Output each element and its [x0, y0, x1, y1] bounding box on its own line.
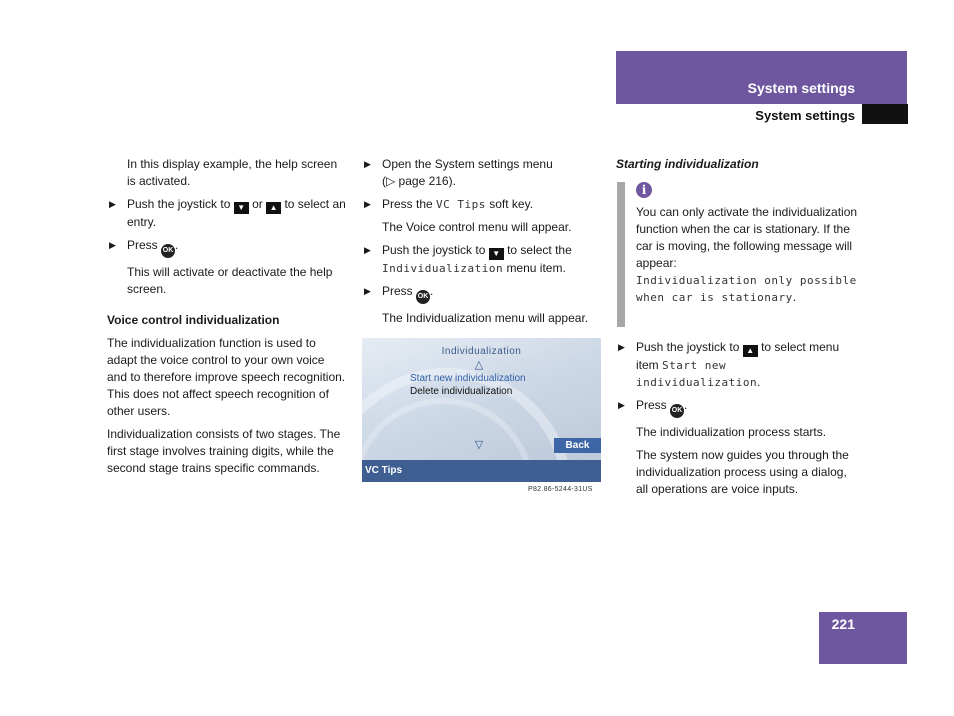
- ok-button-icon: OK: [670, 404, 684, 418]
- intro-text: In this display example, the help screen is activated.: [127, 157, 338, 188]
- result-text: This will activate or deactivate the help screen.: [127, 265, 333, 296]
- display-screenshot: [362, 338, 601, 482]
- column-3-steps: [616, 339, 856, 498]
- subheading-voice-control: Voice control individualization: [107, 313, 280, 327]
- joystick-up-icon: ▲: [743, 345, 758, 357]
- result-guidance: The system now guides you through the individualization process using a dialog, all operations are voice inputs.: [636, 448, 849, 496]
- step-select-item: ▶ Push the joystick to ▼ to select the Individualization menu item.: [364, 243, 572, 275]
- result-process-starts: The individualization process starts.: [636, 425, 827, 439]
- ok-button-icon: OK: [416, 290, 430, 304]
- column-2: [362, 156, 602, 327]
- info-text: You can only activate the individualization function when the car is stationary. If the car is moving, the following message will appear: Individualization only possible when car is stationary.: [636, 205, 858, 304]
- section-subtitle: System settings: [755, 108, 855, 123]
- softkey-label: VC Tips: [436, 198, 486, 211]
- joystick-down-icon: ▼: [234, 202, 249, 214]
- header-band: [616, 51, 907, 104]
- step-press-vc-tips: ▶ Press the VC Tips soft key.: [364, 197, 534, 211]
- menu-item-label: Individualization: [382, 262, 504, 275]
- vc-tips-softkey[interactable]: VC Tips: [365, 465, 403, 476]
- ok-button-icon: OK: [161, 244, 175, 258]
- bullet-icon: ▶: [364, 199, 371, 209]
- scroll-up-icon[interactable]: △: [474, 359, 484, 371]
- info-icon: i: [636, 182, 652, 198]
- screen-title: Individualization: [441, 346, 522, 357]
- subheader-marker: [862, 104, 908, 124]
- menu-item-delete[interactable]: Delete individualization: [410, 386, 513, 397]
- bullet-icon: ▶: [109, 240, 116, 250]
- joystick-up-icon: ▲: [266, 202, 281, 214]
- subheading-starting: Starting individualization: [616, 157, 759, 171]
- page-number: 221: [831, 616, 855, 632]
- paragraph-individualization: The individualization function is used to adapt the voice control to your own voice and to therefore improve speech recognition. This does not affect speech recognition of other users.: [107, 336, 346, 418]
- bullet-icon: ▶: [618, 400, 625, 410]
- bullet-icon: ▶: [364, 286, 371, 296]
- section-title: System settings: [747, 80, 855, 96]
- result-voice-menu: The Voice control menu will appear.: [382, 220, 572, 234]
- menu-item-start-new[interactable]: Start new individualization: [410, 373, 526, 384]
- joystick-down-icon: ▼: [489, 248, 504, 260]
- info-box-bar: [617, 182, 625, 327]
- step-joystick: ▶ Push the joystick to ▼ or ▲ to select an entry.: [109, 197, 346, 229]
- step-open-menu: ▶ Open the System settings menu (▷ page 216).: [364, 157, 553, 188]
- bullet-icon: ▶: [364, 245, 371, 255]
- paragraph-stages: Individualization consists of two stages. The first stage involves training digits, while the second stage trains specific commands.: [107, 427, 341, 475]
- step-press-ok: ▶ Press OK .: [616, 397, 856, 418]
- column-3: [616, 156, 856, 173]
- info-message: Individualization only possible when car is stationary: [636, 274, 857, 304]
- bullet-icon: ▶: [618, 342, 625, 352]
- bullet-icon: ▶: [364, 159, 371, 169]
- scroll-down-icon[interactable]: ▽: [474, 439, 484, 451]
- step-press-ok: ▶ Press OK .: [362, 283, 602, 304]
- menu-item-label: Start new individualization: [636, 359, 758, 389]
- bullet-icon: ▶: [109, 199, 116, 209]
- back-button[interactable]: Back: [554, 438, 601, 453]
- step-press-ok: ▶ Press OK .: [107, 237, 347, 258]
- image-caption: P82.86-5244-31US: [528, 486, 593, 493]
- step-select-start: ▶ Push the joystick to ▲ to select menu item Start new individualization.: [618, 340, 840, 389]
- result-individualization-menu: The Individualization menu will appear.: [382, 311, 589, 325]
- column-1: [107, 156, 347, 477]
